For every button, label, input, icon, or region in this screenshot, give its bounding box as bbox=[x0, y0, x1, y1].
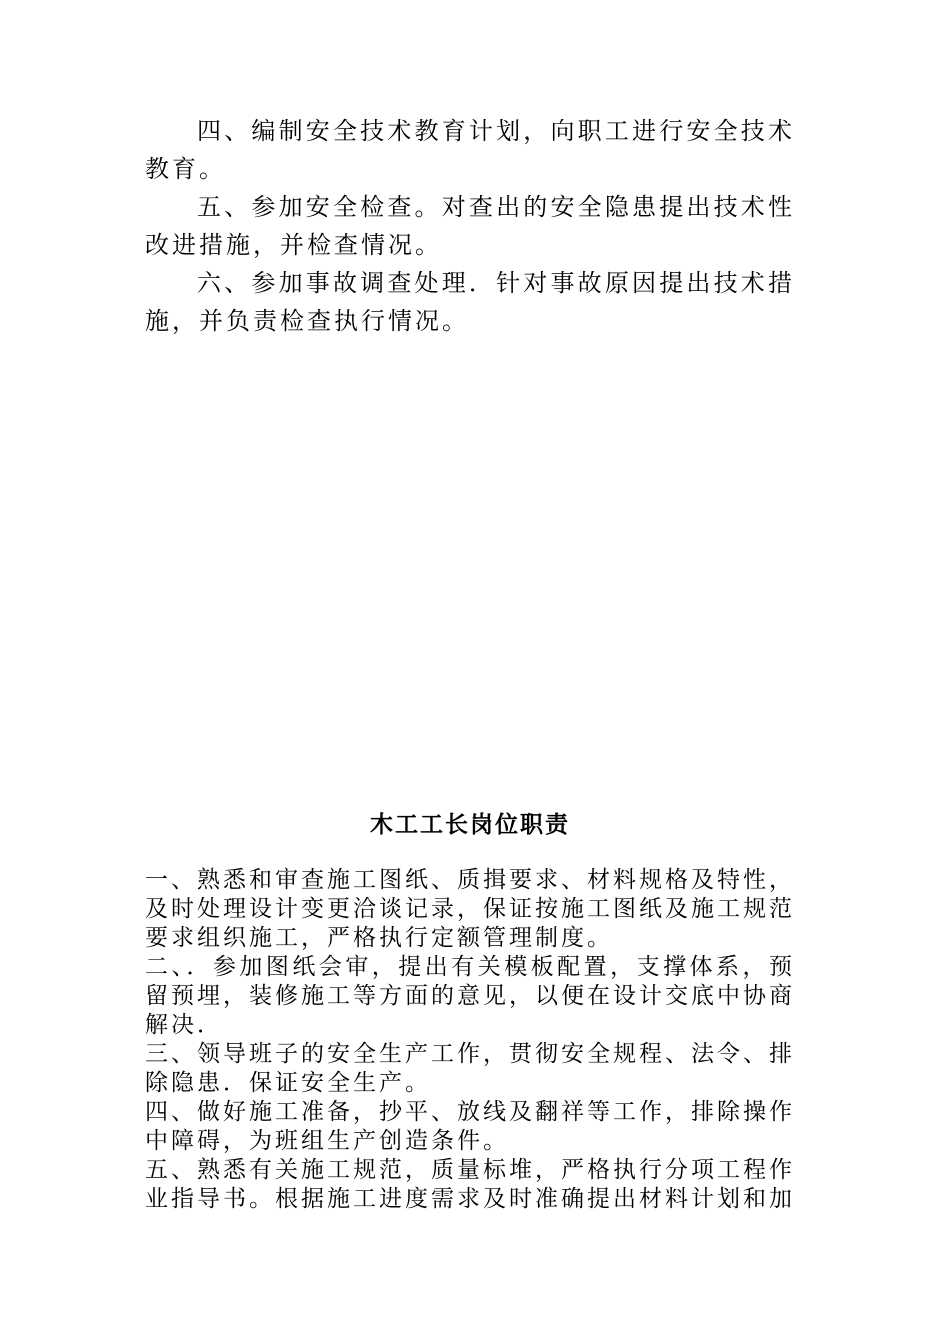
paragraph-item-4: 四、编制安全技术教育计划，向职工进行安全技术教育。 bbox=[145, 117, 795, 183]
duty-item-5: 五、熟悉有关施工规范，质量标堆，严格执行分项工程作业指导书。根据施工进度需求及时准确提出材料计划和加 bbox=[145, 1157, 795, 1212]
safety-duties-continuation bbox=[145, 112, 795, 340]
carpentry-duties-list bbox=[145, 866, 795, 1214]
duty-item-4: 四、做好施工准备，抄平、放线及翻祥等工作，排除操作中障碍，为班组生产创造条件。 bbox=[145, 1099, 795, 1154]
paragraph-item-5: 五、参加安全检查。对查出的安全隐患提出技术性改进措施，并检查情况。 bbox=[145, 193, 795, 259]
section-title: 木工工长岗位职责 bbox=[370, 811, 570, 838]
duty-item-2: 二、．参加图纸会审，提出有关模板配置，支撑体系，预留预埋，装修施工等方面的意见，以便在设计交底中协商解决． bbox=[145, 954, 795, 1038]
duty-item-3: 三、领导班子的安全生产工作，贯彻安全规程、法令、排除隐患．保证安全生产。 bbox=[145, 1041, 795, 1096]
paragraph-item-6: 六、参加事故调查处理．针对事故原因提出技术措施，并负责检查执行情况。 bbox=[145, 269, 795, 335]
duty-item-1: 一、熟悉和审查施工图纸、质揖要求、材料规格及特性，及时处理设计变更洽谈记录，保证按施工图纸及施工规范要求组织施工，严格执行定额管理制度。 bbox=[145, 867, 795, 951]
